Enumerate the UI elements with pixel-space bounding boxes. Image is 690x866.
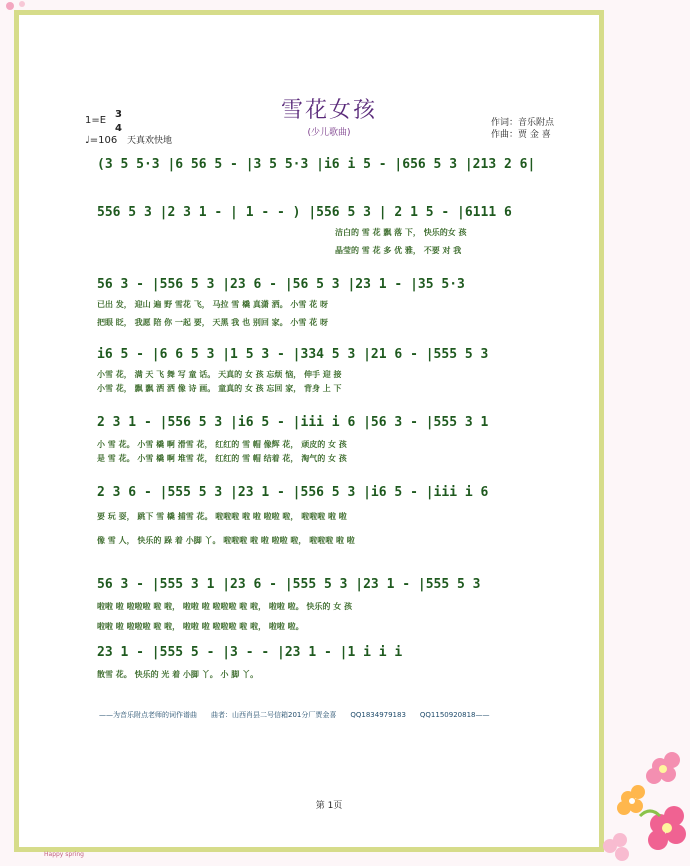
lyric-line: 小 雪 花。 小雪 橇 啊 滑雪 花， 红红的 雪 帽 像辉 花， 顽皮的 女 孩 <box>97 440 347 449</box>
signature-text: Happy spring <box>44 851 84 858</box>
song-title: 雪花女孩 <box>280 98 377 123</box>
score-row: 56 3 - |555 3 1 |23 6 - |555 5 3 |23 1 - |555 5 3 <box>97 577 481 592</box>
score-row: 2 3 1 - |556 5 3 |i6 5 - |iii i 6 |56 3 - |555 3 1 <box>97 415 489 430</box>
lyric-line: 小雪 花， 飘 飘 洒 洒 像 诗 画。 童真的 女 孩 忘回 家， 背身 上 下 <box>97 384 342 393</box>
time-numerator: 3 <box>115 109 122 120</box>
composer-credit: 作曲：贾 金 喜 <box>491 130 551 140</box>
corner-flower-icon <box>0 0 40 20</box>
tempo-marking: ♩=106 <box>85 135 118 146</box>
expression-marking: 天真欢快地 <box>127 136 173 146</box>
lyric-line: 啦啦 啦 啦啦啦 啦 啦， 啦啦 啦 啦啦啦 啦 啦， 啦啦 啦。 快乐的 女 孩 <box>97 602 352 611</box>
score-row: (3 5 5·3 |6 56 5 - |3 5 5·3 |i6 i 5 - |656 5 3 |213 2 6| <box>97 157 536 172</box>
lyric-line: 散雪 花。 快乐的 光 着 小脚 丫。 小 脚 丫。 <box>97 670 259 679</box>
score-row: 56 3 - |556 5 3 |23 6 - |56 5 3 |23 1 - |35 5·3 <box>97 277 465 292</box>
lyric-line: 啦啦 啦 啦啦啦 啦 啦， 啦啦 啦 啦啦啦 啦 啦， 啦啦 啦。 <box>97 622 304 631</box>
song-subtitle: (少儿歌曲) <box>307 128 351 138</box>
time-denominator: 4 <box>115 123 122 134</box>
lyric-line: 是 雪 花。 小雪 橇 啊 堆雪 花， 红红的 雪 帽 结着 花， 淘气的 女 孩 <box>97 454 347 463</box>
lyric-line: 像 雪 人， 快乐的 跺 着 小脚 丫。 啦啦啦 啦 啦 啦啦 啦， 啦啦啦 啦 啦 <box>97 536 355 545</box>
footer-credits: ——为音乐附点老师的词作谱曲 曲者：山西肖县二号信箱201分厂贾金喜 QQ1834979183 QQ1150920818—— <box>99 711 490 719</box>
score-row: i6 5 - |6 6 5 3 |1 5 3 - |334 5 3 |21 6 - |555 5 3 <box>97 347 489 362</box>
score-row: 556 5 3 |2 3 1 - | 1 - - ) |556 5 3 | 2 1 5 - |6111 6 <box>97 205 512 220</box>
score-row: 2 3 6 - |555 5 3 |23 1 - |556 5 3 |i6 5 - |iii i 6 <box>97 485 489 500</box>
lyricist-credit: 作词：音乐附点 <box>491 118 555 128</box>
lyric-line: 已出 发， 迎山 遍 野 雪花 飞， 马拉 雪 橇 真潇 洒。 小雪 花 呀 <box>97 300 328 309</box>
page-frame <box>14 10 604 852</box>
key-signature: 1=E <box>85 115 107 126</box>
score-row: 23 1 - |555 5 - |3 - - |23 1 - |1 i i i <box>97 645 403 660</box>
page-number: 第 1页 <box>315 801 343 811</box>
lyric-line: 要 玩 耍， 跳下 雪 橇 捕雪 花。 啦啦啦 啦 啦 啦啦 啦， 啦啦啦 啦 啦 <box>97 512 347 521</box>
lyric-line: 小雪 花， 满 天 飞 舞 写 童 话。 天真的 女 孩 忘烦 恼， 伸手 迎 接 <box>97 370 342 379</box>
decorative-flowers-icon <box>590 736 690 866</box>
lyric-line: 晶莹的 雪 花 多 优 雅， 不要 对 我 <box>335 246 462 255</box>
lyric-line: 洁白的 雪 花 飘 落 下， 快乐的女 孩 <box>335 228 467 237</box>
lyric-line: 把眼 眨， 我愿 陪 你 一起 要， 天黑 我 也 别回 家。 小雪 花 呀 <box>97 318 328 327</box>
